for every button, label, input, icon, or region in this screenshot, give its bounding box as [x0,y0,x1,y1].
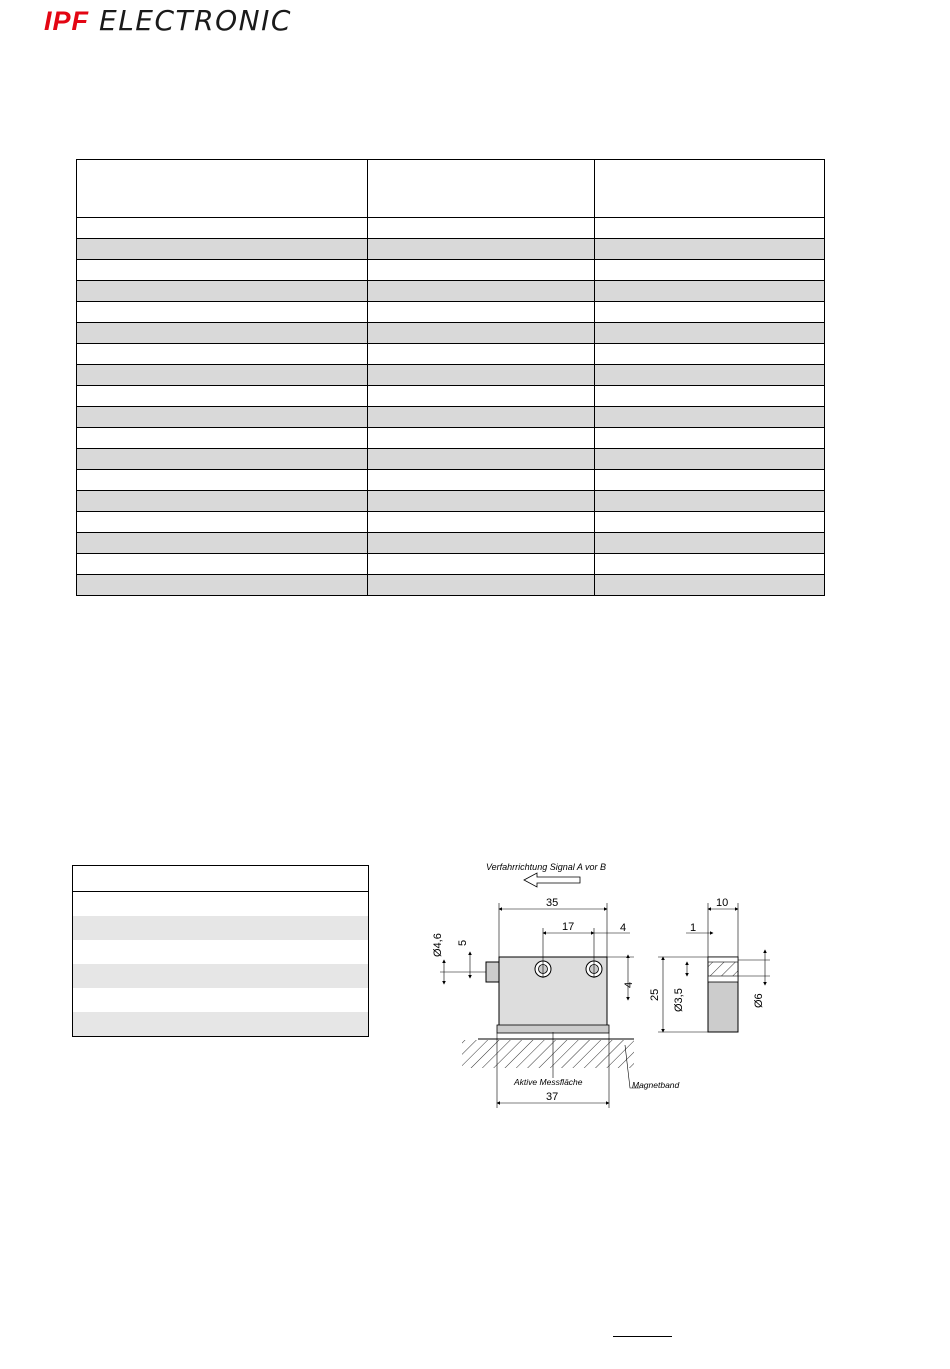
table-row [73,916,369,940]
table-row [77,533,825,554]
direction-label: Verfahrrichtung Signal A vor B [486,862,607,872]
direction-arrow-icon [524,873,580,887]
table-row [73,892,369,917]
table-row [77,554,825,575]
footer-divider [613,1336,672,1337]
sensor-body [486,957,609,1033]
dim-dia-6: Ø6 [753,993,765,1008]
company-logo [44,4,292,36]
table-row [77,470,825,491]
dim-4-right: 4 [623,981,635,988]
active-surface-label: Aktive Messfläche [514,1077,583,1087]
dim-10: 10 [716,897,729,909]
table-row [77,218,825,239]
spec-table-header [77,160,825,218]
spec-header-cell [595,160,825,218]
table-row [77,365,825,386]
table-row [77,575,825,596]
table-row [73,940,369,964]
ground-hatch [462,1039,634,1068]
table-row [77,407,825,428]
side-view [708,957,738,1032]
table-row [77,323,825,344]
pin-assignment-table [72,865,369,1037]
dim-35: 35 [546,897,559,909]
specification-table [76,159,825,596]
table-row [73,964,369,988]
magnet-tape-label: Magnetband [632,1080,680,1090]
table-row [77,260,825,281]
spec-header-cell [77,160,368,218]
table-row [77,386,825,407]
dim-5: 5 [457,939,469,946]
table-row [77,281,825,302]
table-row [73,866,369,892]
dim-17: 17 [562,921,575,933]
dim-25: 25 [649,988,661,1001]
table-row [77,302,825,323]
dim-1: 1 [690,922,697,934]
table-row [77,449,825,470]
dim-dia-3-5: Ø3,5 [673,988,685,1012]
spec-header-cell [367,160,595,218]
dim-4-top: 4 [620,922,627,934]
table-row [77,428,825,449]
table-row [77,344,825,365]
table-row [77,239,825,260]
table-row [73,1012,369,1037]
dim-37: 37 [546,1091,559,1103]
dimension-drawing [420,855,780,1115]
table-row [77,491,825,512]
table-row [77,512,825,533]
table-row [73,988,369,1012]
dim-dia-4-6: Ø4,6 [432,933,444,957]
logo-brand: IPF [44,6,90,36]
logo-text: ELECTRONIC [99,4,292,37]
